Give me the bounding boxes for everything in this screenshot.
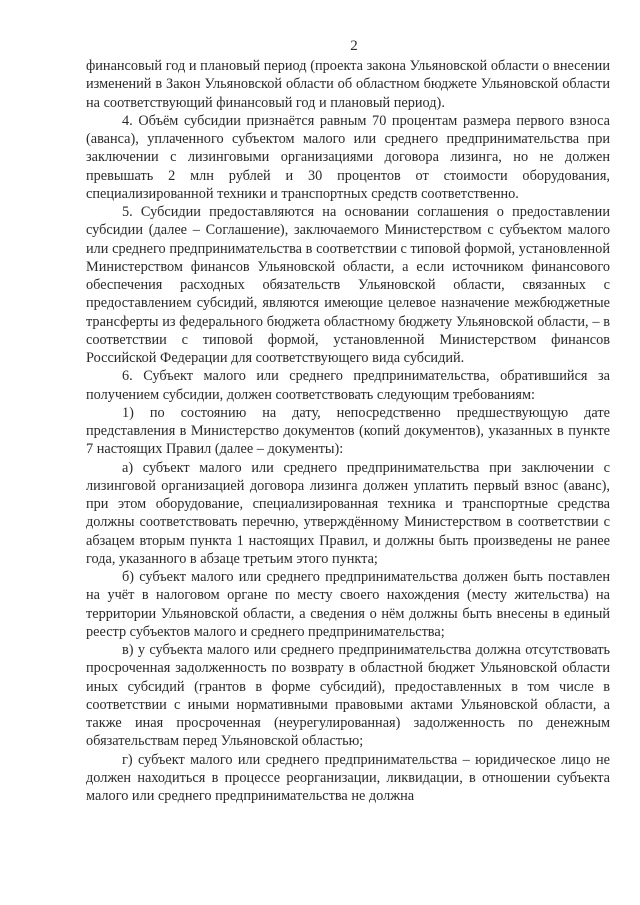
paragraph-budget-law-continuation: финансовый год и плановый период (проекта закона Ульяновской области о внесении изменений в Закон Ульяновской области об областном бюджете Ульяновской области на соответствующий финансовый год и плановый период). — [86, 58, 610, 111]
item-b-tax-registration: б) субъект малого или среднего предпринимательства должен быть поставлен на учёт в налоговом органе по месту своего нахождения (месту жительства) на территории Ульяновской области, а сведения о нём должны быть внесены в единый реестр субъектов малого и среднего предпринимательства; — [86, 569, 610, 640]
item-v-no-debt: в) у субъекта малого или среднего предпринимательства должна отсутствовать просроченная задолженность по возврату в областной бюджет Ульяновской области иных субсидий (грантов в форме субсидий), предоставленных в том числе в соответствии с иными нормативными правовыми актами Ульяновской области, а также иная просроченная (неурегулированная) задолженность по денежным обязательствам перед Ульяновской областью; — [86, 642, 610, 750]
paragraph-6-requirements: 6. Субъект малого или среднего предпринимательства, обратившийся за получением субсидии, должен соответствовать следующим требованиям: — [86, 368, 610, 403]
subparagraph-1-date: 1) по состоянию на дату, непосредственно предшествующую дате представления в Министерство документов (копий документов), указанных в пункте 7 настоящих Правил (далее – документы): — [86, 404, 610, 458]
page-number: 2 — [350, 38, 358, 54]
item-a-first-payment: а) субъект малого или среднего предпринимательства при заключении с лизинговой организацией договора лизинга должен уплатить первый взнос (аванс), при этом оборудование, специализированная техника и транспортные средства должны соответствовать перечню, утверждённому Министерством в соответствии с абзацем вторым пункта 1 настоящих Правил, и должны быть произведены не ранее года, указанного в абзаце третьим этого пункта; — [86, 459, 610, 567]
paragraph-4-subsidy-amount: 4. Объём субсидии признаётся равным 70 процентам размера первого взноса (аванса), уплаченного субъектом малого или среднего предпринимательства при заключении с лизинговыми организациями договора лизинга, но не должен превышать 2 млн рублей и 30 процентов от стоимости оборудования, специализированной техники и транспортных средств соответственно. — [86, 112, 610, 202]
paragraph-5-agreement: 5. Субсидии предоставляются на основании соглашения о предоставлении субсидии (далее – Соглашение), заключаемого Министерством с субъектом малого или среднего предпринимательства в соответствии с типовой формой, установленной Министерством финансов Ульяновской области, а если источником финансового обеспечения расходных обязательств Ульяновской области, связанных с предоставлением субсидий, являются имеющие целевое назначение межбюджетные трансферты из федерального бюджета областному бюджету Ульяновской области, – в соответствии с типовой формой, установленной Министерством финансов Российской Федерации для соответствующего вида субсидий. — [86, 204, 610, 366]
item-g-no-reorganization: г) субъект малого или среднего предпринимательства – юридическое лицо не должен находиться в процессе реорганизации, ликвидации, в отношении субъекта малого или среднего предпринимательства не должна — [86, 751, 610, 804]
